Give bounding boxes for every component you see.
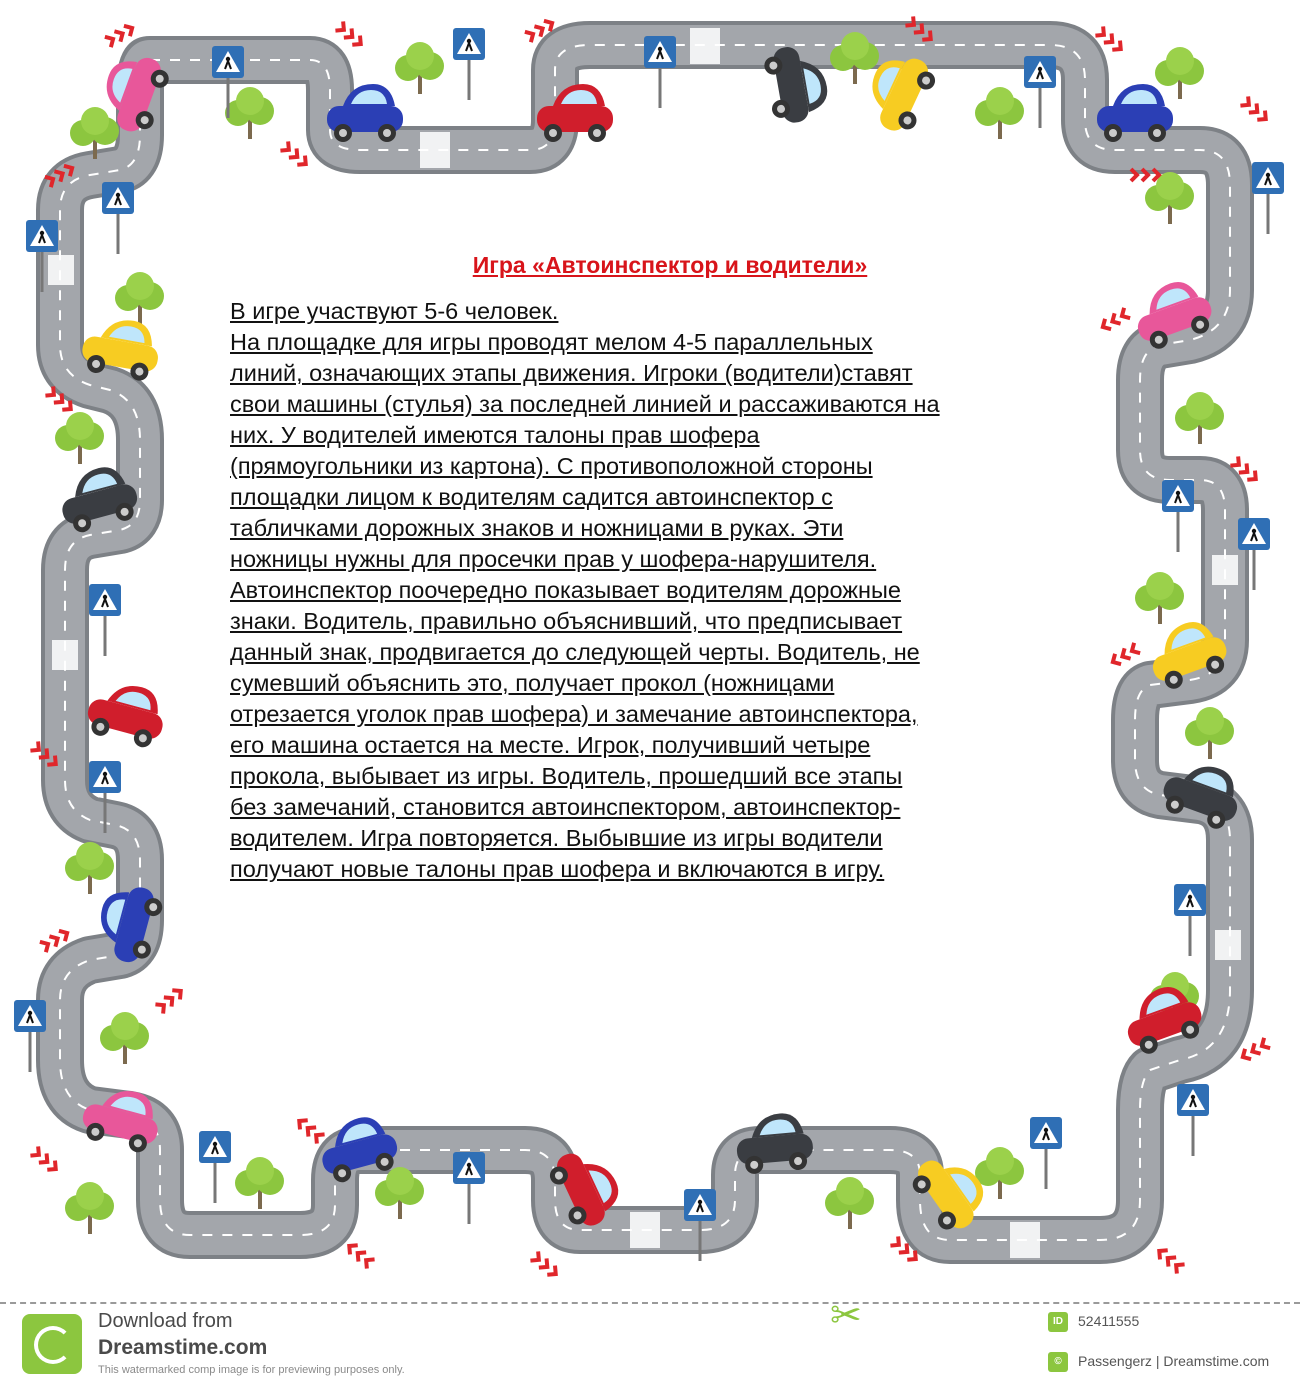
rules-line: площадки лицом к водителям садится автоинспектор с (230, 484, 833, 510)
site-name[interactable]: Dreamstime.com (98, 1336, 268, 1359)
id-badge: ID (1048, 1312, 1068, 1332)
image-id: 52411555 (1078, 1313, 1140, 1329)
rules-line: без замечаний, становится автоинспектором, автоинспектор- (230, 794, 901, 820)
rules-line: данный знак, продвигается до следующей черты. Водитель, не (230, 639, 920, 665)
rules-line: Автоинспектор поочередно показывает водителям дорожные (230, 577, 901, 603)
rules-line: сумевший объяснить это, получает прокол (ножницами (230, 670, 835, 696)
game-rules-paragraph (230, 296, 1130, 885)
watermark-notice: This watermarked comp image is for previewing purposes only. (98, 1364, 405, 1376)
dreamstime-logo-icon (22, 1314, 82, 1374)
rules-line: его машина остается на месте. Игрок, получивший четыре (230, 732, 871, 758)
copyright-badge: © (1048, 1352, 1068, 1372)
rules-line: водителем. Игра повторяется. Выбывшие из игры водители (230, 825, 883, 851)
rules-line: получают новые талоны прав шофера и включаются в игру. (230, 856, 885, 882)
watermark-footer (0, 1295, 1300, 1390)
scissors-icon: ✂ (830, 1295, 862, 1337)
rules-line: них. У водителей имеются талоны прав шофера (230, 422, 760, 448)
rules-line: (прямоугольники из картона). С противоположной стороны (230, 453, 873, 479)
rules-line: знаки. Водитель, правильно объяснивший, что предписывает (230, 608, 903, 634)
rules-line: В игре участвуют 5-6 человек. (230, 298, 559, 324)
rules-line: линий, означающих этапы движения. Игроки (водители)ставят (230, 360, 913, 386)
rules-line: свои машины (стулья) за последней линией и рассаживаются на (230, 391, 940, 417)
game-title: Игра «Автоинспектор и водители» (472, 252, 868, 278)
rules-line: отрезается уголок прав шофера) и замечание автоинспектора, (230, 701, 918, 727)
rules-line: табличками дорожных знаков и ножницами в руках. Эти (230, 515, 844, 541)
cut-line (0, 1302, 1300, 1304)
download-label: Download from (98, 1310, 233, 1332)
rules-line: ножницы нужны для просечки прав у шофера-нарушителя. (230, 546, 877, 572)
rules-line: прокола, выбывает из игры. Водитель, прошедший все этапы (230, 763, 903, 789)
rules-line: На площадке для игры проводят мелом 4-5 параллельных (230, 329, 873, 355)
author-credit: Passengerz | Dreamstime.com (1078, 1353, 1270, 1369)
